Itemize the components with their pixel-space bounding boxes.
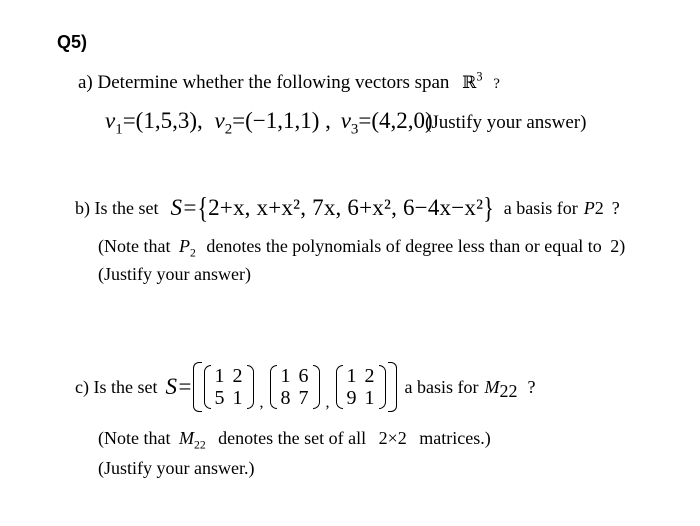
part-b-note-space: P: [178, 236, 190, 256]
part-b-suffix: a basis for: [503, 197, 578, 218]
part-b-note-suffix: denotes the polynomials of degree less than or equal to: [206, 236, 602, 256]
matrix-1-d: 1: [232, 387, 243, 409]
right-brace-icon: }: [483, 190, 494, 225]
matrix-1-a: 1: [214, 365, 225, 387]
part-c-space-name: M: [484, 376, 500, 397]
part-c-note: [98, 428, 491, 452]
part-c-note-middle: denotes the set of all: [218, 428, 367, 448]
v2-value: =(−1,1,1) ,: [232, 108, 331, 133]
part-b-question-mark: ?: [611, 197, 620, 218]
v3-name: v: [340, 108, 351, 133]
comma: ,: [259, 394, 264, 411]
matrix-3-b: 2: [364, 365, 375, 387]
part-a-question-mark: ?: [493, 76, 500, 92]
part-a-justify: (Justify your answer): [425, 112, 587, 133]
v1-value: =(1,5,3),: [122, 108, 203, 133]
v2-sub: 2: [224, 121, 233, 138]
matrix-2-a: 1: [280, 365, 291, 387]
part-b-line: b) Is the set S= { 2+x, x+x², 7x, 6+x², 6−4x−x² } a basis for P 2 ?: [75, 190, 620, 225]
part-a-prompt-line: [78, 69, 500, 94]
part-b-note-space-sub: 2: [189, 246, 196, 260]
v1-sub: 1: [115, 121, 123, 138]
part-b-note-degree: 2): [610, 236, 626, 256]
matrix-3-a: 1: [346, 365, 357, 387]
space-symbol: ℝ: [462, 73, 477, 93]
part-b-note-prefix: (Note that: [98, 236, 171, 256]
part-c-note-prefix: (Note that: [98, 428, 171, 448]
part-c-note-suffix: matrices.): [419, 428, 491, 448]
matrix-3-c: 9: [346, 387, 357, 409]
part-b-note: [98, 236, 626, 260]
part-c-question-mark: ?: [527, 376, 536, 397]
right-paren-icon: [379, 365, 386, 409]
matrix-1: [204, 365, 254, 409]
part-a-prompt: a) Determine whether the following vectors span: [78, 72, 450, 93]
left-set-brace-icon: [193, 362, 202, 412]
part-c-prompt: c) Is the set: [75, 376, 158, 397]
part-b-set-lhs: S=: [170, 195, 198, 220]
question-label: Q5): [57, 32, 88, 52]
matrix-2-c: 8: [280, 387, 291, 409]
matrix-2-b: 6: [298, 365, 309, 387]
left-paren-icon: [336, 365, 343, 409]
matrix-3: [336, 365, 386, 409]
part-c-justify: (Justify your answer.): [98, 458, 255, 478]
left-paren-icon: [204, 365, 211, 409]
matrix-3-d: 1: [364, 387, 375, 409]
part-c-set-lhs: S=: [165, 374, 193, 399]
matrix-2-d: 7: [298, 387, 309, 409]
v3-value: =(4,2,0): [358, 108, 433, 133]
part-a-vectors: [105, 108, 433, 138]
v2-name: v: [214, 108, 225, 133]
part-c-note-dims: 2×2: [378, 428, 407, 448]
part-b-space-name: P: [583, 197, 595, 218]
space-power: 3: [476, 69, 483, 84]
v1-name: v: [105, 108, 116, 133]
part-b-justify: (Justify your answer): [98, 264, 251, 284]
part-c-line: c) Is the set S= 1 2 5 1 , 1 6 8 7 , 1 2 9 1 a basis for M $_{22}$ ?: [75, 362, 535, 412]
right-paren-icon: [313, 365, 320, 409]
part-c-note-space-sub: 22: [193, 438, 206, 452]
right-set-brace-icon: [388, 362, 397, 412]
part-b-polynomials: 2+x, x+x², 7x, 6+x², 6−4x−x²: [208, 195, 484, 220]
matrix-2: [270, 365, 320, 409]
v3-sub: 3: [350, 121, 359, 138]
right-paren-icon: [247, 365, 254, 409]
comma: ,: [325, 394, 330, 411]
part-c-note-space: M: [178, 428, 194, 448]
matrix-1-b: 2: [232, 365, 243, 387]
part-b-prompt: b) Is the set: [75, 197, 159, 218]
part-c-suffix: a basis for: [404, 376, 479, 397]
matrix-1-c: 5: [214, 387, 225, 409]
left-brace-icon: {: [197, 190, 209, 225]
left-paren-icon: [270, 365, 277, 409]
